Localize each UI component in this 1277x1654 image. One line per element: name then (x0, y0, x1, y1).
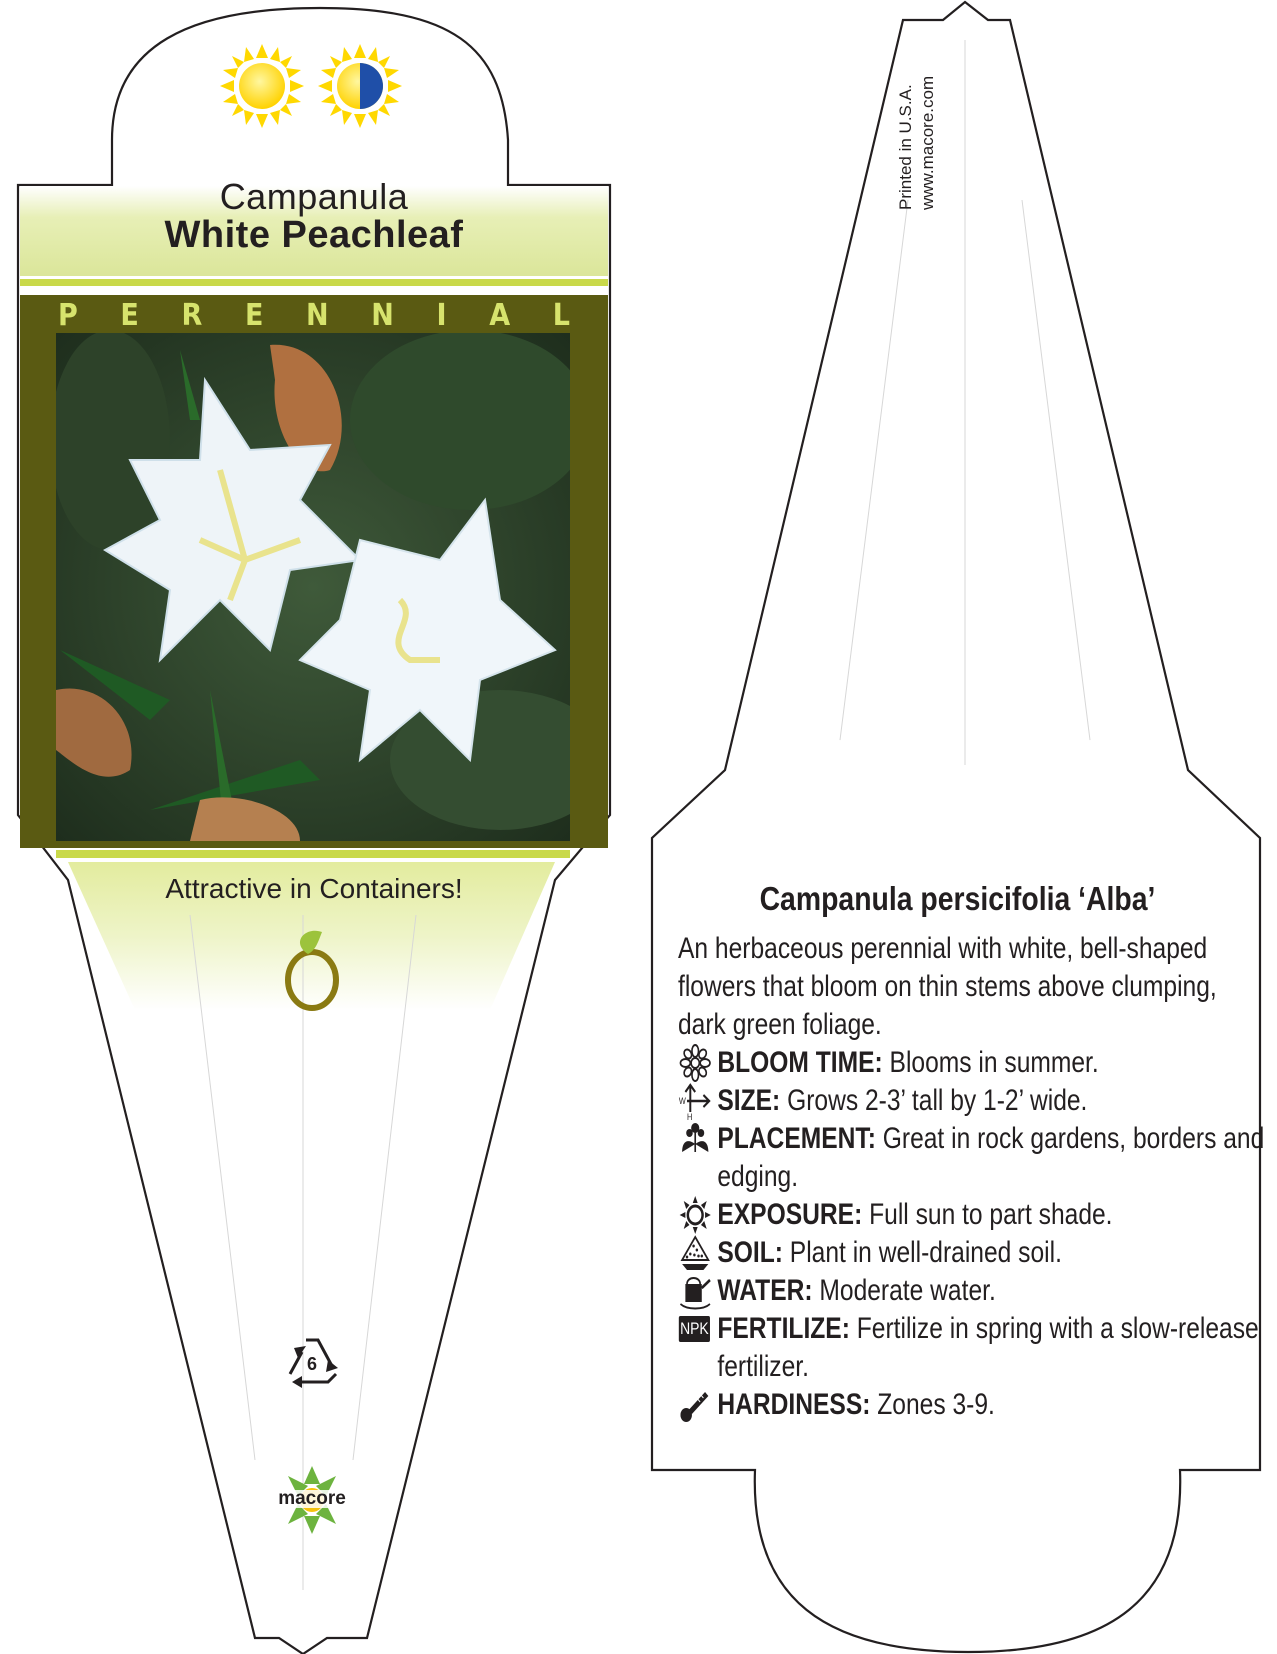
attribute-value: Plant in well-drained soil. (789, 1236, 1062, 1269)
soil-icon (678, 1234, 712, 1272)
svg-text:W: W (678, 1096, 686, 1107)
category-letter: P (58, 298, 78, 333)
category-letter: E (244, 298, 264, 333)
category-letter: R (181, 298, 203, 333)
attribute-value: Blooms in summer. (889, 1046, 1099, 1079)
npk-label: NPK (680, 1319, 709, 1338)
botanical-name: Campanula persicifolia ‘Alba’ (759, 880, 1156, 917)
attribute-value: Great in rock gardens, borders and edging. (717, 1122, 1265, 1193)
thermometer-icon (678, 1386, 712, 1424)
full-sun-icon (220, 44, 304, 128)
bloom-flower-icon (678, 1044, 712, 1082)
attribute-value: Grows 2-3’ tall by 1-2’ wide. (787, 1084, 1088, 1117)
brand-name: macore (278, 1488, 346, 1509)
attribute-value: Zones 3-9. (877, 1388, 995, 1421)
attribute-label: EXPOSURE: (717, 1198, 863, 1231)
tagline: Attractive in Containers! (165, 873, 463, 904)
attribute-label: SIZE: (717, 1084, 781, 1117)
attribute-label: WATER: (717, 1274, 813, 1307)
description: An herbaceous perennial with white, bell-shaped flowers that bloom on thin stems above clumping, dark green foliage. (678, 932, 1217, 1041)
exposure-sun-icon (678, 1196, 712, 1234)
attribute-value: Full sun to part shade. (869, 1198, 1113, 1231)
printed-in: Printed in U.S.A. (896, 84, 915, 210)
recycle-number: 6 (306, 1354, 317, 1374)
category-letter: E (120, 298, 139, 333)
category-letter: N (371, 298, 394, 333)
common-name: Campanula (219, 176, 409, 217)
category-letter: N (306, 298, 329, 333)
attribute-label: FERTILIZE: (717, 1312, 850, 1345)
category-letter: L (552, 298, 570, 333)
part-sun-icon (318, 44, 402, 128)
npk-icon (678, 1310, 712, 1348)
attribute-value: Moderate water. (819, 1274, 996, 1307)
attribute-hardiness (678, 1386, 1277, 1424)
placement-plant-icon (678, 1120, 712, 1158)
attribute-exposure (678, 1196, 1277, 1234)
plant-photo (50, 330, 610, 841)
category-letter: I (436, 298, 447, 333)
attribute-fertilize (678, 1310, 1277, 1386)
attribute-placement (678, 1120, 1277, 1196)
attribute-bloom (678, 1044, 1277, 1082)
watering-can-icon (678, 1272, 712, 1310)
attribute-size (678, 1082, 1277, 1120)
attribute-label: BLOOM TIME: (717, 1046, 883, 1079)
variety-name: White Peachleaf (164, 214, 464, 256)
attribute-value: Fertilize in spring with a slow-release fertilizer. (717, 1312, 1259, 1383)
plant-description (678, 930, 1277, 1424)
attribute-label: SOIL: (717, 1236, 783, 1269)
category-label (58, 298, 570, 333)
svg-text:H: H (687, 1112, 693, 1120)
attribute-soil (678, 1234, 1277, 1272)
website: www.macore.com (918, 75, 937, 210)
category-letter: A (489, 298, 511, 333)
attribute-label: PLACEMENT: (717, 1122, 876, 1155)
attribute-label: HARDINESS: (717, 1388, 871, 1421)
attribute-water (678, 1272, 1277, 1310)
size-arrows-icon (678, 1082, 712, 1120)
